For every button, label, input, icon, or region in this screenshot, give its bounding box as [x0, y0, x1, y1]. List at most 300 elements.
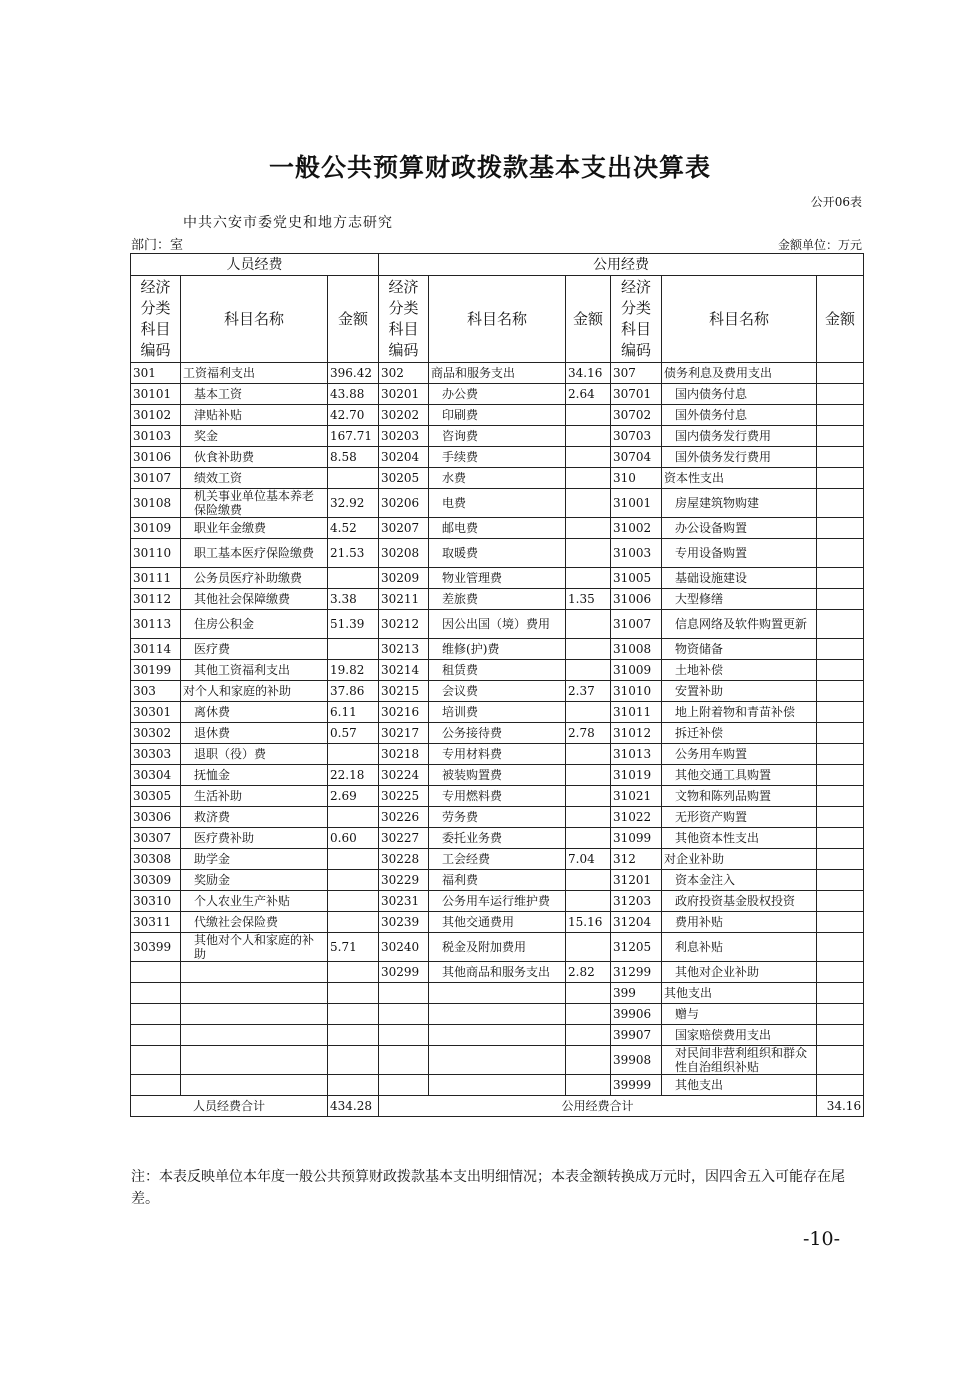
cell-name: 救济费 — [181, 807, 328, 828]
cell-name: 专用燃料费 — [429, 786, 566, 807]
cell-name: 公务接待费 — [429, 723, 566, 744]
cell-amount — [817, 807, 864, 828]
cell-name: 安置补助 — [662, 681, 817, 702]
cell-amount: 2.69 — [328, 786, 379, 807]
cell-amount — [817, 447, 864, 468]
cell-amount — [328, 891, 379, 912]
cell-name: 公务用车购置 — [662, 744, 817, 765]
cell-code: 30112 — [131, 589, 181, 610]
cell-amount — [817, 786, 864, 807]
header-code: 经济 分类 科目 编码 — [379, 276, 429, 363]
cell-amount — [328, 912, 379, 933]
cell-name: 邮电费 — [429, 518, 566, 539]
cell-amount — [328, 1075, 379, 1096]
cell-amount — [328, 639, 379, 660]
cell-amount — [566, 1046, 611, 1075]
cell-name: 手续费 — [429, 447, 566, 468]
cell-amount — [566, 828, 611, 849]
cell-amount — [566, 1025, 611, 1046]
cell-code: 30207 — [379, 518, 429, 539]
cell-name: 职工基本医疗保险缴费 — [181, 539, 328, 568]
cell-amount — [817, 468, 864, 489]
table-row — [131, 447, 864, 468]
cell-name — [181, 1046, 328, 1075]
cell-code: 31009 — [611, 660, 662, 681]
cell-name: 资本性支出 — [662, 468, 817, 489]
table-row — [131, 723, 864, 744]
cell-amount — [817, 1004, 864, 1025]
cell-code: 30215 — [379, 681, 429, 702]
expenditure-table — [130, 253, 864, 1117]
cell-amount — [566, 468, 611, 489]
cell-amount — [566, 1075, 611, 1096]
cell-amount — [817, 489, 864, 518]
table-row — [131, 589, 864, 610]
cell-name: 机关事业单位基本养老保险缴费 — [181, 489, 328, 518]
cell-amount: 396.42 — [328, 363, 379, 384]
table-row — [131, 786, 864, 807]
cell-name — [429, 1075, 566, 1096]
cell-name — [429, 1025, 566, 1046]
cell-amount — [817, 681, 864, 702]
cell-name — [429, 1046, 566, 1075]
cell-amount — [566, 518, 611, 539]
cell-name: 物资储备 — [662, 639, 817, 660]
cell-code — [131, 1004, 181, 1025]
cell-code: 30209 — [379, 568, 429, 589]
cell-code: 303 — [131, 681, 181, 702]
unit-name: 中共六安市委党史和地方志研究 — [183, 215, 393, 231]
cell-amount — [817, 870, 864, 891]
cell-code: 31003 — [611, 539, 662, 568]
cell-name: 国外债务发行费用 — [662, 447, 817, 468]
cell-code: 30224 — [379, 765, 429, 786]
table-row — [131, 384, 864, 405]
cell-code: 30310 — [131, 891, 181, 912]
cell-code: 31011 — [611, 702, 662, 723]
cell-code: 30109 — [131, 518, 181, 539]
table-row — [131, 405, 864, 426]
cell-name: 对企业补助 — [662, 849, 817, 870]
public-total-value: 34.16 — [817, 1096, 864, 1117]
cell-name: 土地补偿 — [662, 660, 817, 681]
table-row — [131, 765, 864, 786]
cell-code — [131, 1025, 181, 1046]
cell-amount — [817, 426, 864, 447]
cell-name: 医疗费补助 — [181, 828, 328, 849]
table-row — [131, 489, 864, 518]
cell-code: 30212 — [379, 610, 429, 639]
cell-amount: 42.70 — [328, 405, 379, 426]
cell-code: 31205 — [611, 933, 662, 962]
cell-amount: 8.58 — [328, 447, 379, 468]
cell-amount — [328, 849, 379, 870]
cell-name: 办公设备购置 — [662, 518, 817, 539]
footnote: 注：本表反映单位本年度一般公共预算财政拨款基本支出明细情况；本表金额转换成万元时，因四舍五入可能存在尾差。 — [131, 1169, 845, 1207]
cell-name: 印刷费 — [429, 405, 566, 426]
cell-amount: 15.16 — [566, 912, 611, 933]
cell-name: 会议费 — [429, 681, 566, 702]
cell-amount — [817, 539, 864, 568]
cell-amount — [566, 702, 611, 723]
cell-amount — [566, 744, 611, 765]
cell-amount: 43.88 — [328, 384, 379, 405]
cell-amount — [817, 723, 864, 744]
cell-code: 30308 — [131, 849, 181, 870]
cell-code: 31203 — [611, 891, 662, 912]
cell-code: 30205 — [379, 468, 429, 489]
cell-name: 工资福利支出 — [181, 363, 328, 384]
cell-name: 代缴社会保险费 — [181, 912, 328, 933]
cell-amount: 167.71 — [328, 426, 379, 447]
cell-code — [379, 1046, 429, 1075]
cell-amount — [817, 962, 864, 983]
cell-code: 30213 — [379, 639, 429, 660]
cell-name: 生活补助 — [181, 786, 328, 807]
table-row — [131, 1046, 864, 1075]
cell-name — [181, 962, 328, 983]
cell-name: 其他社会保障缴费 — [181, 589, 328, 610]
cell-code: 30231 — [379, 891, 429, 912]
cell-code: 31008 — [611, 639, 662, 660]
cell-name: 其他交通费用 — [429, 912, 566, 933]
cell-amount — [817, 610, 864, 639]
cell-amount — [328, 1004, 379, 1025]
cell-name: 基础设施建设 — [662, 568, 817, 589]
column-header-row — [131, 276, 864, 363]
cell-name — [429, 983, 566, 1004]
group-personnel: 人员经费 — [131, 254, 379, 276]
cell-amount — [817, 639, 864, 660]
cell-code: 39908 — [611, 1046, 662, 1075]
cell-code — [379, 1004, 429, 1025]
table-row — [131, 962, 864, 983]
cell-amount — [566, 539, 611, 568]
header-name: 科目名称 — [662, 276, 817, 363]
cell-amount — [817, 1075, 864, 1096]
cell-name: 拆迁补偿 — [662, 723, 817, 744]
cell-amount: 32.92 — [328, 489, 379, 518]
cell-amount: 21.53 — [328, 539, 379, 568]
cell-name: 信息网络及软件购置更新 — [662, 610, 817, 639]
cell-code: 312 — [611, 849, 662, 870]
cell-code: 30113 — [131, 610, 181, 639]
cell-code: 39906 — [611, 1004, 662, 1025]
cell-code: 30108 — [131, 489, 181, 518]
cell-code: 30240 — [379, 933, 429, 962]
table-row — [131, 568, 864, 589]
cell-amount: 37.86 — [328, 681, 379, 702]
header-name: 科目名称 — [429, 276, 566, 363]
cell-code: 31007 — [611, 610, 662, 639]
cell-amount — [566, 933, 611, 962]
table-row — [131, 468, 864, 489]
header-amount: 金额 — [328, 276, 379, 363]
cell-amount — [566, 447, 611, 468]
cell-name: 其他支出 — [662, 983, 817, 1004]
cell-code: 30110 — [131, 539, 181, 568]
cell-name: 委托业务费 — [429, 828, 566, 849]
table-row — [131, 891, 864, 912]
cell-name: 职业年金缴费 — [181, 518, 328, 539]
cell-code: 30227 — [379, 828, 429, 849]
form-number: 公开06表 — [810, 195, 862, 209]
cell-amount: 3.38 — [328, 589, 379, 610]
cell-name: 抚恤金 — [181, 765, 328, 786]
cell-amount — [566, 807, 611, 828]
cell-name: 差旅费 — [429, 589, 566, 610]
cell-name: 对民间非营利组织和群众性自治组织补贴 — [662, 1046, 817, 1075]
cell-amount — [566, 568, 611, 589]
cell-amount — [817, 828, 864, 849]
cell-amount — [817, 744, 864, 765]
cell-amount — [328, 1046, 379, 1075]
cell-code: 31201 — [611, 870, 662, 891]
cell-name: 基本工资 — [181, 384, 328, 405]
table-row — [131, 1025, 864, 1046]
cell-amount — [817, 849, 864, 870]
cell-name: 医疗费 — [181, 639, 328, 660]
cell-amount — [566, 660, 611, 681]
cell-code: 31001 — [611, 489, 662, 518]
header-amount: 金额 — [566, 276, 611, 363]
cell-amount: 5.71 — [328, 933, 379, 962]
cell-name: 奖励金 — [181, 870, 328, 891]
cell-name: 因公出国（境）费用 — [429, 610, 566, 639]
cell-code: 30217 — [379, 723, 429, 744]
cell-code: 30226 — [379, 807, 429, 828]
table-row — [131, 870, 864, 891]
cell-amount: 6.11 — [328, 702, 379, 723]
cell-amount — [817, 983, 864, 1004]
cell-name: 办公费 — [429, 384, 566, 405]
cell-code: 30306 — [131, 807, 181, 828]
cell-code: 301 — [131, 363, 181, 384]
cell-code — [131, 983, 181, 1004]
cell-amount — [817, 765, 864, 786]
cell-code: 31099 — [611, 828, 662, 849]
cell-amount — [566, 765, 611, 786]
cell-name — [181, 1025, 328, 1046]
cell-amount — [817, 384, 864, 405]
cell-amount — [328, 983, 379, 1004]
cell-amount — [566, 639, 611, 660]
totals-row — [131, 1096, 864, 1117]
cell-code — [379, 1025, 429, 1046]
table-row — [131, 518, 864, 539]
cell-amount — [566, 610, 611, 639]
cell-name: 公务用车运行维护费 — [429, 891, 566, 912]
cell-amount — [817, 702, 864, 723]
cell-code: 30201 — [379, 384, 429, 405]
cell-name: 咨询费 — [429, 426, 566, 447]
cell-name: 利息补贴 — [662, 933, 817, 962]
cell-amount — [817, 1046, 864, 1075]
cell-amount — [328, 807, 379, 828]
cell-amount — [817, 589, 864, 610]
cell-code — [131, 1075, 181, 1096]
cell-code: 30701 — [611, 384, 662, 405]
cell-code: 30102 — [131, 405, 181, 426]
cell-name: 住房公积金 — [181, 610, 328, 639]
cell-code: 30203 — [379, 426, 429, 447]
cell-name: 国外债务付息 — [662, 405, 817, 426]
cell-name: 其他支出 — [662, 1075, 817, 1096]
cell-code: 30218 — [379, 744, 429, 765]
cell-code: 31299 — [611, 962, 662, 983]
cell-amount: 2.37 — [566, 681, 611, 702]
cell-name: 伙食补助费 — [181, 447, 328, 468]
personnel-total-label: 人员经费合计 — [131, 1096, 328, 1117]
cell-name: 退休费 — [181, 723, 328, 744]
cell-amount — [566, 870, 611, 891]
cell-amount: 0.57 — [328, 723, 379, 744]
cell-amount — [328, 870, 379, 891]
public-total-label: 公用经费合计 — [379, 1096, 817, 1117]
cell-code — [379, 983, 429, 1004]
cell-name: 被装购置费 — [429, 765, 566, 786]
cell-code: 31002 — [611, 518, 662, 539]
cell-name: 助学金 — [181, 849, 328, 870]
cell-amount — [817, 363, 864, 384]
cell-code — [131, 1046, 181, 1075]
cell-name — [181, 1075, 328, 1096]
cell-code: 30704 — [611, 447, 662, 468]
cell-amount — [817, 912, 864, 933]
cell-name: 赠与 — [662, 1004, 817, 1025]
cell-amount — [328, 744, 379, 765]
cell-amount — [817, 933, 864, 962]
cell-name: 大型修缮 — [662, 589, 817, 610]
table-row — [131, 807, 864, 828]
cell-name: 电费 — [429, 489, 566, 518]
cell-code: 399 — [611, 983, 662, 1004]
cell-name: 维修(护)费 — [429, 639, 566, 660]
cell-name: 债务利息及费用支出 — [662, 363, 817, 384]
cell-code: 30311 — [131, 912, 181, 933]
cell-amount: 2.64 — [566, 384, 611, 405]
cell-code: 31019 — [611, 765, 662, 786]
cell-name: 公务员医疗补助缴费 — [181, 568, 328, 589]
table-row — [131, 426, 864, 447]
cell-name: 离休费 — [181, 702, 328, 723]
cell-code: 30106 — [131, 447, 181, 468]
cell-code: 30214 — [379, 660, 429, 681]
cell-code: 30199 — [131, 660, 181, 681]
cell-code: 39907 — [611, 1025, 662, 1046]
cell-amount — [817, 405, 864, 426]
cell-code — [379, 1075, 429, 1096]
cell-amount — [817, 1025, 864, 1046]
money-unit: 金额单位：万元 — [777, 238, 862, 252]
cell-code: 31010 — [611, 681, 662, 702]
cell-code: 31013 — [611, 744, 662, 765]
cell-code: 31021 — [611, 786, 662, 807]
cell-name: 水费 — [429, 468, 566, 489]
cell-name: 绩效工资 — [181, 468, 328, 489]
department-label: 部门：室 — [131, 238, 184, 253]
cell-amount: 2.82 — [566, 962, 611, 983]
cell-code: 30211 — [379, 589, 429, 610]
group-public: 公用经费 — [379, 254, 864, 276]
cell-amount — [566, 426, 611, 447]
cell-name: 个人农业生产补贴 — [181, 891, 328, 912]
table-row — [131, 681, 864, 702]
header-name: 科目名称 — [181, 276, 328, 363]
table-row — [131, 539, 864, 568]
cell-amount — [328, 962, 379, 983]
cell-amount: 22.18 — [328, 765, 379, 786]
cell-code: 30216 — [379, 702, 429, 723]
cell-code: 30204 — [379, 447, 429, 468]
cell-amount — [328, 568, 379, 589]
cell-name: 专用设备购置 — [662, 539, 817, 568]
cell-code: 30301 — [131, 702, 181, 723]
cell-amount — [817, 660, 864, 681]
cell-name: 劳务费 — [429, 807, 566, 828]
table-row — [131, 849, 864, 870]
cell-name: 取暖费 — [429, 539, 566, 568]
cell-amount — [566, 1004, 611, 1025]
cell-name: 商品和服务支出 — [429, 363, 566, 384]
cell-name: 国家赔偿费用支出 — [662, 1025, 817, 1046]
cell-name: 其他交通工具购置 — [662, 765, 817, 786]
cell-code: 31006 — [611, 589, 662, 610]
cell-name: 奖金 — [181, 426, 328, 447]
cell-amount — [817, 568, 864, 589]
cell-code: 30309 — [131, 870, 181, 891]
cell-name: 费用补贴 — [662, 912, 817, 933]
cell-name: 退职（役）费 — [181, 744, 328, 765]
cell-code: 30702 — [611, 405, 662, 426]
cell-code: 30305 — [131, 786, 181, 807]
cell-amount — [328, 1025, 379, 1046]
cell-code: 30101 — [131, 384, 181, 405]
group-header-row — [131, 254, 864, 276]
cell-code: 30225 — [379, 786, 429, 807]
cell-amount — [566, 489, 611, 518]
cell-code: 30228 — [379, 849, 429, 870]
table-row — [131, 983, 864, 1004]
table-row — [131, 702, 864, 723]
table-row — [131, 610, 864, 639]
cell-code: 30107 — [131, 468, 181, 489]
cell-code: 30111 — [131, 568, 181, 589]
table-row — [131, 744, 864, 765]
cell-name — [181, 1004, 328, 1025]
header-amount: 金额 — [817, 276, 864, 363]
cell-amount — [566, 786, 611, 807]
cell-amount: 1.35 — [566, 589, 611, 610]
cell-code: 30307 — [131, 828, 181, 849]
cell-amount: 51.39 — [328, 610, 379, 639]
cell-amount — [817, 891, 864, 912]
cell-code: 30304 — [131, 765, 181, 786]
cell-code: 307 — [611, 363, 662, 384]
cell-name: 租赁费 — [429, 660, 566, 681]
cell-name: 培训费 — [429, 702, 566, 723]
cell-code: 39999 — [611, 1075, 662, 1096]
cell-name: 其他资本性支出 — [662, 828, 817, 849]
page-number: -10- — [803, 1228, 841, 1250]
cell-name: 资本金注入 — [662, 870, 817, 891]
cell-code: 302 — [379, 363, 429, 384]
cell-code: 31005 — [611, 568, 662, 589]
cell-amount — [566, 983, 611, 1004]
cell-amount: 2.78 — [566, 723, 611, 744]
cell-name: 其他商品和服务支出 — [429, 962, 566, 983]
table-row — [131, 660, 864, 681]
